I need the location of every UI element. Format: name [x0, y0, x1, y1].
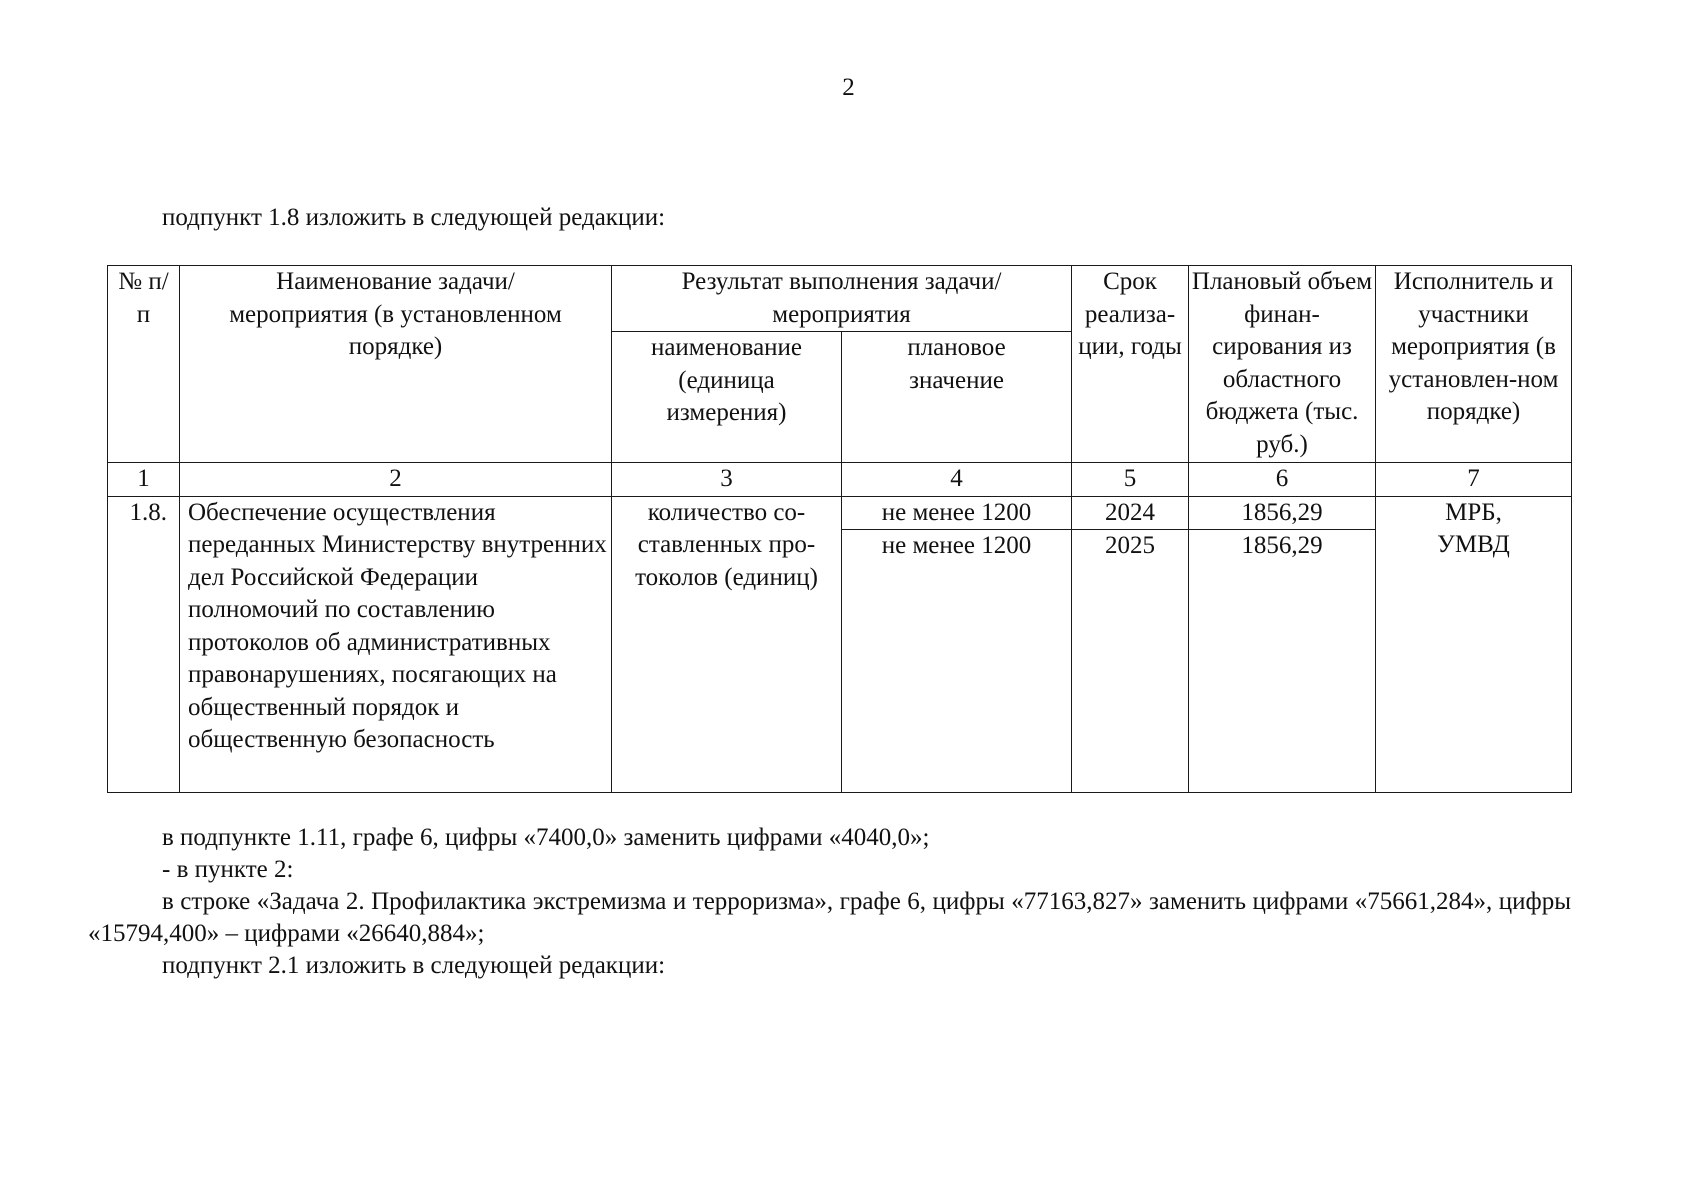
column-numbers-row	[108, 463, 1572, 497]
row-value: не менее 1200	[881, 531, 1032, 559]
row-values-cell	[842, 496, 1072, 792]
intro-text: подпункт 1.8 изложить в следующей редакции:	[162, 204, 666, 231]
table-row	[108, 496, 1572, 792]
header-name: Наименование задачи/ мероприятия (в установленном порядке)	[180, 266, 612, 463]
amendment-text	[88, 822, 1571, 982]
row-year: 2025	[1105, 531, 1155, 559]
header-row-1	[108, 266, 1572, 332]
header-term: Срок реализа-ции, годы	[1072, 266, 1189, 463]
paragraph: в подпункте 1.11, графе 6, цифры «7400,0» заменить цифрами «4040,0»;	[162, 824, 930, 851]
paragraph: в строке «Задача 2. Профилактика экстремизма и терроризма», графе 6, цифры «77163,827» заменить цифрами «75661,284», цифры «15794,400» – цифрами «26640,884»;	[88, 888, 1571, 947]
row-value: не менее 1200	[842, 497, 1071, 530]
row-name: Обеспечение осуществления переданных Министерству внутренних дел Российской Федерации полномочий по составлению протоколов об административных правонарушениях, посягающих на общественный порядок и общественную безопасность	[180, 496, 612, 792]
paragraph: - в пункте 2:	[162, 856, 294, 883]
row-volume: 1856,29	[1189, 497, 1375, 530]
row-year: 2024	[1072, 497, 1188, 530]
measures-table	[107, 265, 1572, 793]
row-result-name: количество со-ставленных про-токолов (единиц)	[612, 496, 842, 792]
row-years-cell	[1072, 496, 1189, 792]
header-executor: Исполнитель и участники мероприятия (в установлен-ном порядке)	[1376, 266, 1572, 463]
header-num: № п/п	[108, 266, 180, 463]
column-number: 5	[1072, 463, 1189, 497]
column-number: 2	[180, 463, 612, 497]
row-volume: 1856,29	[1241, 531, 1323, 559]
row-volumes-cell	[1189, 496, 1376, 792]
page-number: 2	[842, 74, 855, 101]
header-result-group: Результат выполнения задачи/ мероприятия	[612, 266, 1072, 332]
column-number: 3	[612, 463, 842, 497]
paragraph: подпункт 2.1 изложить в следующей редакции:	[162, 952, 666, 979]
header-volume: Плановый объем финан-сирования из областного бюджета (тыс. руб.)	[1189, 266, 1376, 463]
header-result-name: наименование (единица измерения)	[612, 332, 842, 463]
column-number: 1	[108, 463, 180, 497]
column-number: 4	[842, 463, 1072, 497]
column-number: 7	[1376, 463, 1572, 497]
row-number: 1.8.	[108, 496, 180, 792]
header-result-value: плановое значение	[842, 332, 1072, 463]
column-number: 6	[1189, 463, 1376, 497]
row-executor: МРБ, УМВД	[1376, 496, 1572, 792]
